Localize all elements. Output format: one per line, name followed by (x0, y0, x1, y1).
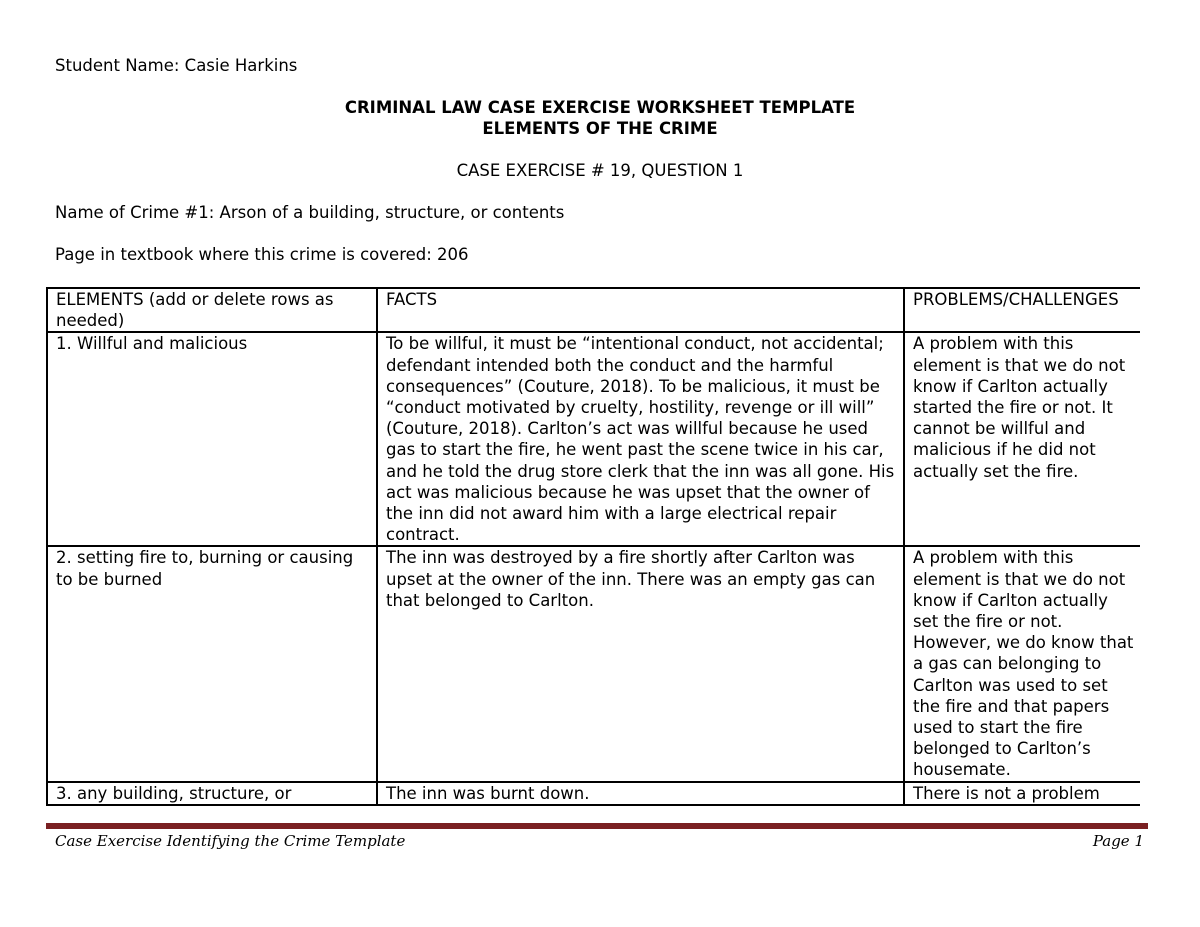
facts-cell: To be willful, it must be “intentional conduct, not accidental; defendant intended both the conduct and the harmful consequences” (Couture, 2018). To be malicious, it must be “conduct motivated by cruelty, hostility, revenge or ill will” (Couture, 2018). Carlton’s act was willful because he used gas to start the fire, he went past the scene twice in his car, and he told the drug store clerk that the inn was all gone. His act was malicious because he was upset that the owner of the inn did not award him with a large electrical repair contract. (377, 332, 904, 546)
table-row (47, 332, 1140, 546)
header-elements: ELEMENTS (add or delete rows as needed) (47, 288, 377, 332)
worksheet-title: CRIMINAL LAW CASE EXERCISE WORKSHEET TEMPLATE (344, 98, 856, 117)
footer-template-name: Case Exercise Identifying the Crime Template (55, 832, 406, 850)
facts-cell: The inn was destroyed by a fire shortly after Carlton was upset at the owner of the inn. There was an empty gas can that belonged to Carlton. (377, 546, 904, 781)
header-facts: FACTS (377, 288, 904, 332)
problems-cell: A problem with this element is that we do not know if Carlton actually started the fire or not. It cannot be willful and malicious if he did not actually set the fire. (904, 332, 1140, 546)
elements-table (46, 287, 1140, 806)
element-cell: 2. setting fire to, burning or causing to be burned (47, 546, 377, 781)
textbook-page: Page in textbook where this crime is covered: 206 (55, 245, 469, 264)
problems-cell: A problem with this element is that we do not know if Carlton actually set the fire or not. However, we do know that a gas can belonging to Carlton was used to set the fire and that papers used to start the fire belonged to Carlton’s housemate. (904, 546, 1140, 781)
table-row (47, 782, 1140, 805)
elements-table-container (46, 287, 1140, 817)
footer-rule (46, 823, 1148, 829)
element-cell: 3. any building, structure, or (47, 782, 377, 805)
case-exercise-label: CASE EXERCISE # 19, QUESTION 1 (456, 161, 744, 180)
crime-name: Name of Crime #1: Arson of a building, structure, or contents (55, 203, 565, 222)
table-header-row (47, 288, 1140, 332)
worksheet-subtitle: ELEMENTS OF THE CRIME (482, 119, 718, 138)
table-row (47, 546, 1140, 781)
footer-page-number: Page 1 (1092, 832, 1144, 850)
problems-cell: There is not a problem (904, 782, 1140, 805)
element-cell: 1. Willful and malicious (47, 332, 377, 546)
header-problems: PROBLEMS/CHALLENGES (904, 288, 1140, 332)
facts-cell: The inn was burnt down. (377, 782, 904, 805)
student-name: Student Name: Casie Harkins (55, 56, 298, 75)
